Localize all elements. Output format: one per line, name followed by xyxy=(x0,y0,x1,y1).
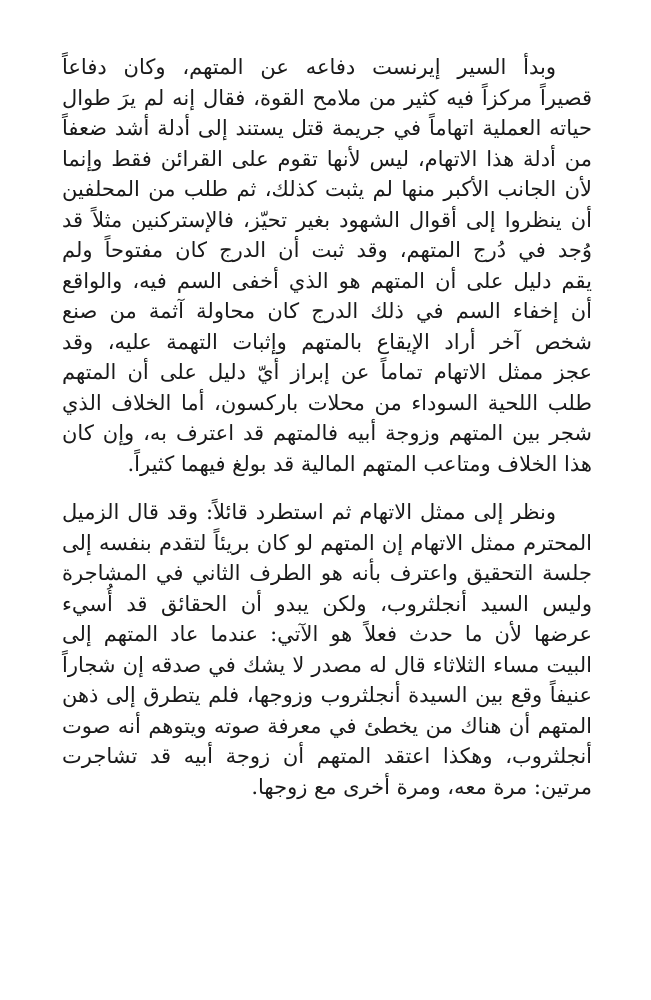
text-line: المحترم ممثل الاتهام إن المتهم لو كان بريئاً لتقدم بنفسه إلى xyxy=(62,530,592,555)
text-line: أن إخفاء السم في ذلك الدرج كان محاولة آثمة من صنع xyxy=(62,299,592,323)
text-line: قصيراً مركزاً فيه كثير من ملامح القوة، فقال إنه لم يرَ طوال xyxy=(62,85,592,110)
text-line: البيت مساء الثلاثاء قال له مصدر لا يشك في صدقه إن شجاراً xyxy=(62,652,592,677)
text-line: من أدلة هذا الاتهام، ليس لأنها تقوم على القرائن فقط وإنما xyxy=(62,146,592,171)
paragraph-argument xyxy=(62,497,592,802)
document-page xyxy=(62,52,592,802)
text-line: جلسة التحقيق واعترف بأنه هو الطرف الثاني في المشاجرة xyxy=(62,561,592,585)
text-line: وليس السيد أنجلثروب، ولكن يبدو أن الحقائق قد أُسيء xyxy=(62,591,592,616)
text-line: يقم دليل على أن المتهم هو الذي أخفى السم فيه، والواقع xyxy=(62,268,592,293)
text-line: مرتين: مرة معه، ومرة أخرى مع زوجها. xyxy=(251,774,592,799)
text-line: أن ينظروا إلى أقوال الشهود بغير تحيّز، فالإستركنين مثلاً قد xyxy=(62,207,592,232)
text-line: شخص آخر أراد الإيقاع بالمتهم وإثبات التهمة عليه، وقد xyxy=(62,329,592,354)
paragraph-gap xyxy=(62,479,592,497)
text-line: حياته العملية اتهاماً في جريمة قتل يستند إلى أدلة أشد ضعفاً xyxy=(62,116,592,140)
text-line: شجر بين المتهم وزوجة أبيه فالمتهم قد اعترف به، وإن كان xyxy=(62,421,592,445)
text-line: عنيفاً وقع بين السيدة أنجلثروب وزوجها، فلم يتطرق إلى ذهن xyxy=(62,683,592,707)
text-line: المتهم أن هناك من يخطئ في معرفة صوته ويتوهم أنه صوت xyxy=(62,713,592,738)
text-line: ونظر إلى ممثل الاتهام ثم استطرد قائلاً: وقد قال الزميل xyxy=(62,500,556,524)
text-line: عجز ممثل الاتهام تماماً عن إبراز أيّ دليل على أن المتهم xyxy=(62,360,592,384)
paragraph-defense xyxy=(62,52,592,479)
text-line: هذا الخلاف ومتاعب المتهم المالية قد بولغ فيهما كثيراً. xyxy=(127,451,592,476)
text-line: وبدأ السير إيرنست دفاعه عن المتهم، وكان دفاعاً xyxy=(62,55,556,79)
text-line: لأن الجانب الأكبر منها لم يثبت كذلك، ثم طلب من المحلفين xyxy=(62,177,592,201)
text-line: عرضها لأن ما حدث فعلاً هو الآتي: عندما عاد المتهم إلى xyxy=(62,622,592,646)
text-line: وُجد في دُرج المتهم، وقد ثبت أن الدرج كان مفتوحاً ولم xyxy=(62,238,592,262)
text-line: أنجلثروب، وهكذا اعتقد المتهم أن زوجة أبيه قد تشاجرت xyxy=(62,744,592,768)
text-line: طلب اللحية السوداء من محلات باركسون، أما الخلاف الذي xyxy=(62,390,592,415)
